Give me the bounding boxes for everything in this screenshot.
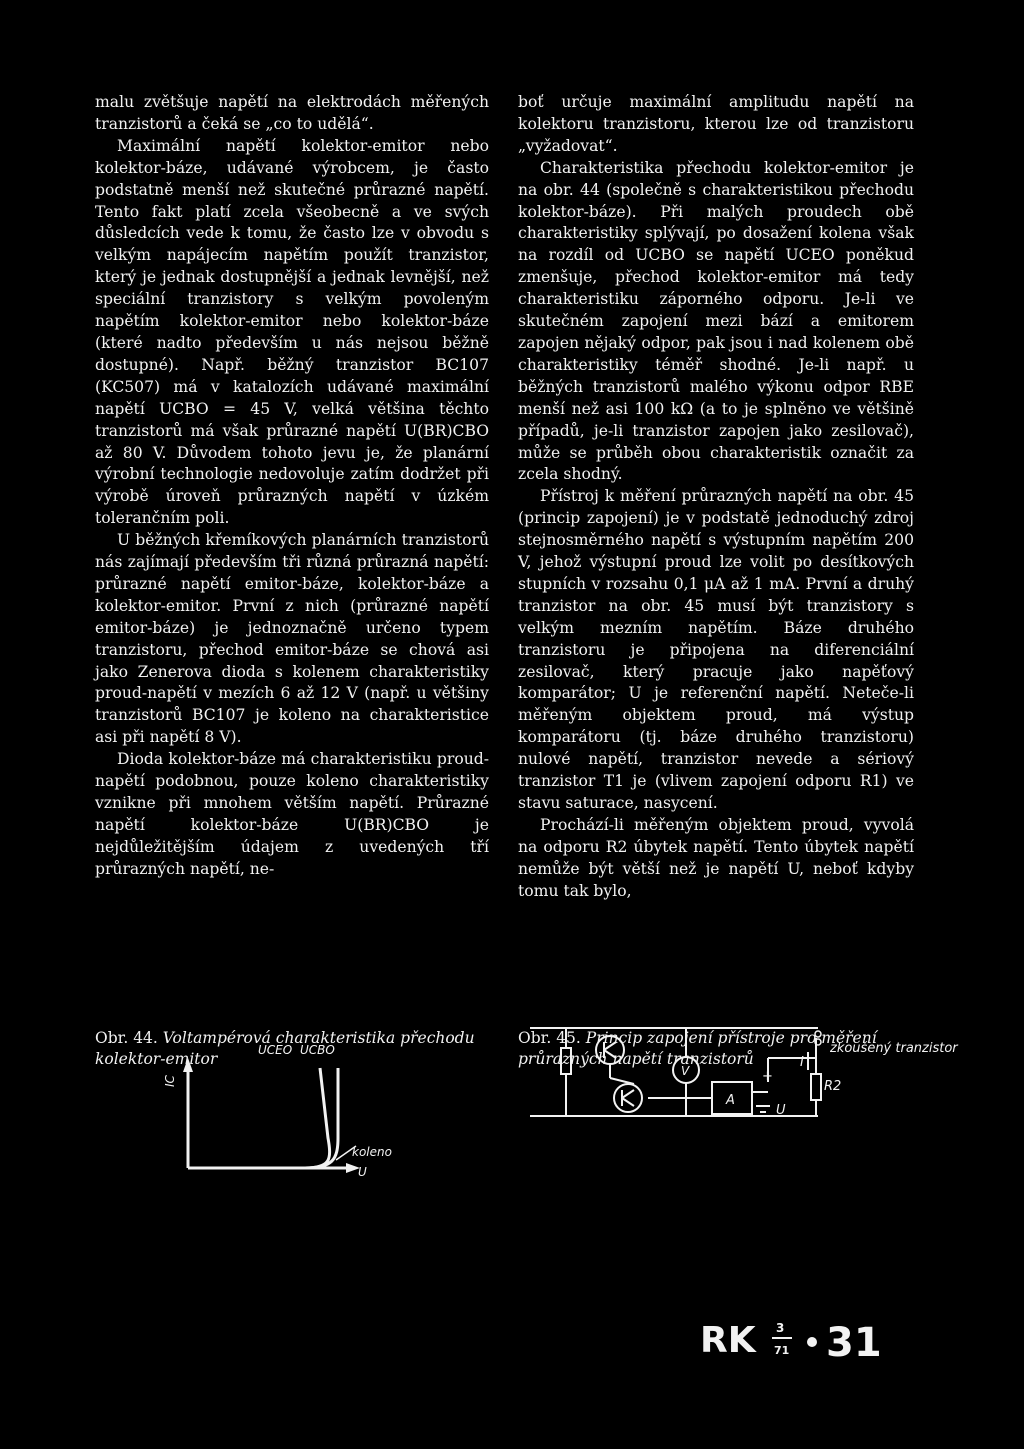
- label-koleno: koleno: [352, 1145, 392, 1159]
- paragraph: U běžných křemíkových planárních tranzistorů nás zajímají především tři různá průrazná napětí: průrazné napětí emitor-báze, kolektor-báze a kolektor-emitor. První z nich (průrazné napětí emitor-báze) je jednoznačně určeno typem tranzistoru, přechod emitor-báze se chová asi jako Zenerova dioda s kolenem charakteristiky proud-napětí v mezích 6 až 12 V (např. u většiny tranzistorů BC107 je koleno na charakteristice asi při napětí 8 V).: [95, 531, 489, 747]
- caption-number: Obr. 44.: [95, 1029, 158, 1047]
- label-uceo: UCEO: [258, 1043, 293, 1057]
- page-footer: [700, 1312, 910, 1372]
- figure-45-caption: [518, 1028, 918, 1070]
- label-plus: +: [762, 1069, 773, 1084]
- paragraph: Maximální napětí kolektor-emitor nebo kolektor-báze, udávané výrobcem, je často podstatně menší než skutečné průrazné napětí. Tento fakt platí zcela všeobecně a ve svých důsledcích vede k tomu, že často lze v obvodu s velkým napájecím napětím použít tranzistor, který je jednak dostupnější a jednak levnější, než speciální tranzistory s velkým povoleným napětím kolektor-emitor nebo kolektor-báze (které nadto především u nás nejsou běžně dostupné). Např. běžný tranzistor BC107 (KC507) má v katalozích udávané maximální napětí UCBO = 45 V, velká většina těchto tranzistorů má však průrazné napětí U(BR)CBO až 80 V. Důvodem tohoto jevu je, že planární výrobní technologie nedovoluje zatím dodržet při výrobě úroveň průrazných napětí v úzkém tolerančním poli.: [95, 136, 489, 528]
- magazine-logo: RK: [700, 1320, 756, 1361]
- label-v: V: [681, 1064, 690, 1078]
- label-u: U: [776, 1103, 786, 1118]
- label-tested: zkoušený tranzistor: [830, 1041, 958, 1056]
- label-r2: R2: [824, 1079, 842, 1094]
- label-u: U: [358, 1165, 367, 1179]
- paragraph: Prochází-li měřeným objektem proud, vyvolá na odporu R2 úbytek napětí. Tento úbytek napětí nemůže být větší než je napětí U, neboť kdyby tomu tak bylo,: [518, 815, 914, 900]
- paragraph: Dioda kolektor-báze má charakteristiku proud-napětí podobnou, pouze koleno charakteristiky vznikne při mnohem větším napětí. Průrazné napětí kolektor-báze U(BR)CBO je nejdůležitějším údajem z uvedených tří průrazných napětí, ne-: [95, 750, 489, 878]
- caption-text: Voltampérová charakteristika přechodu kolektor-emitor: [95, 1029, 475, 1068]
- paragraph: Charakteristika přechodu kolektor-emitor je na obr. 44 (společně s charakteristikou přechodu kolektor-báze). Při malých proudech obě charakteristiky splývají, po dosažení kolena však na rozdíl od UCBO se napětí UCEO poněkud zmenšuje, přechod kolektor-emitor má tedy charakteristiku záporného odporu. Je-li ve skutečném zapojení mezi bází a emitorem zapojen nějaký odpor, pak jsou i nad kolenem obě charakteristiky téměř shodné. Je-li např. u běžných tranzistorů malého výkonu odpor RBE menší než asi 100 kΩ (a to je splněno ve většině případů, je-li tranzistor zapojen jako zesilovač), může se průběh obou charakteristik označit za zcela shodný.: [518, 158, 914, 484]
- resistor-r2: [811, 1074, 821, 1100]
- label-ucbo: UCBO: [300, 1043, 335, 1057]
- issue-number: 3: [776, 1321, 785, 1335]
- paragraph: malu zvětšuje napětí na elektrodách měřených tranzistorů a čeká se „co to udělá“.: [95, 93, 489, 133]
- paragraph: Přístroj k měření průrazných napětí na obr. 45 (princip zapojení) je v podstatě jednoduchý zdroj stejnosměrného napětí s výstupním napětím 200 V, jehož výstupní proud lze volit po desítkových stupních v rozsahu 0,1 μA až 1 mA. První a druhý tranzistor na obr. 45 musí být tranzistory s velkým mezním napětím. Báze druhého tranzistoru je připojena na diferenciální zesilovač, který pracuje jako napěťový komparátor; U je referenční napětí. Neteče-li měřeným objektem proud, má výstup komparátoru (tj. báze druhého tranzistoru) nulové napětí, tranzistor nevede a sériový tranzistor T1 je (vlivem zapojení odporu R1) ve stavu saturace, nasycení.: [518, 487, 914, 812]
- issue-year: 71: [774, 1344, 790, 1357]
- right-text-column: [518, 92, 914, 903]
- paragraph: boť určuje maximální amplitudu napětí na kolektoru tranzistoru, kterou lze od tranzistoru „vyžadovat“.: [518, 93, 914, 155]
- transistor-t2: [614, 1084, 642, 1112]
- left-text-column: [95, 92, 489, 881]
- figure-44-caption: [95, 1028, 495, 1070]
- label-i: I: [800, 1055, 804, 1070]
- bullet-icon: [807, 1337, 817, 1347]
- label-a: A: [726, 1093, 735, 1108]
- label-ic: IC: [163, 1075, 177, 1087]
- page-number: 31: [826, 1320, 882, 1366]
- curve-uceo: [305, 1068, 330, 1168]
- caption-text: Princip zapojení přístroje pro měření průrazných napětí tranzistorů: [518, 1029, 877, 1068]
- caption-number: Obr. 45.: [518, 1029, 581, 1047]
